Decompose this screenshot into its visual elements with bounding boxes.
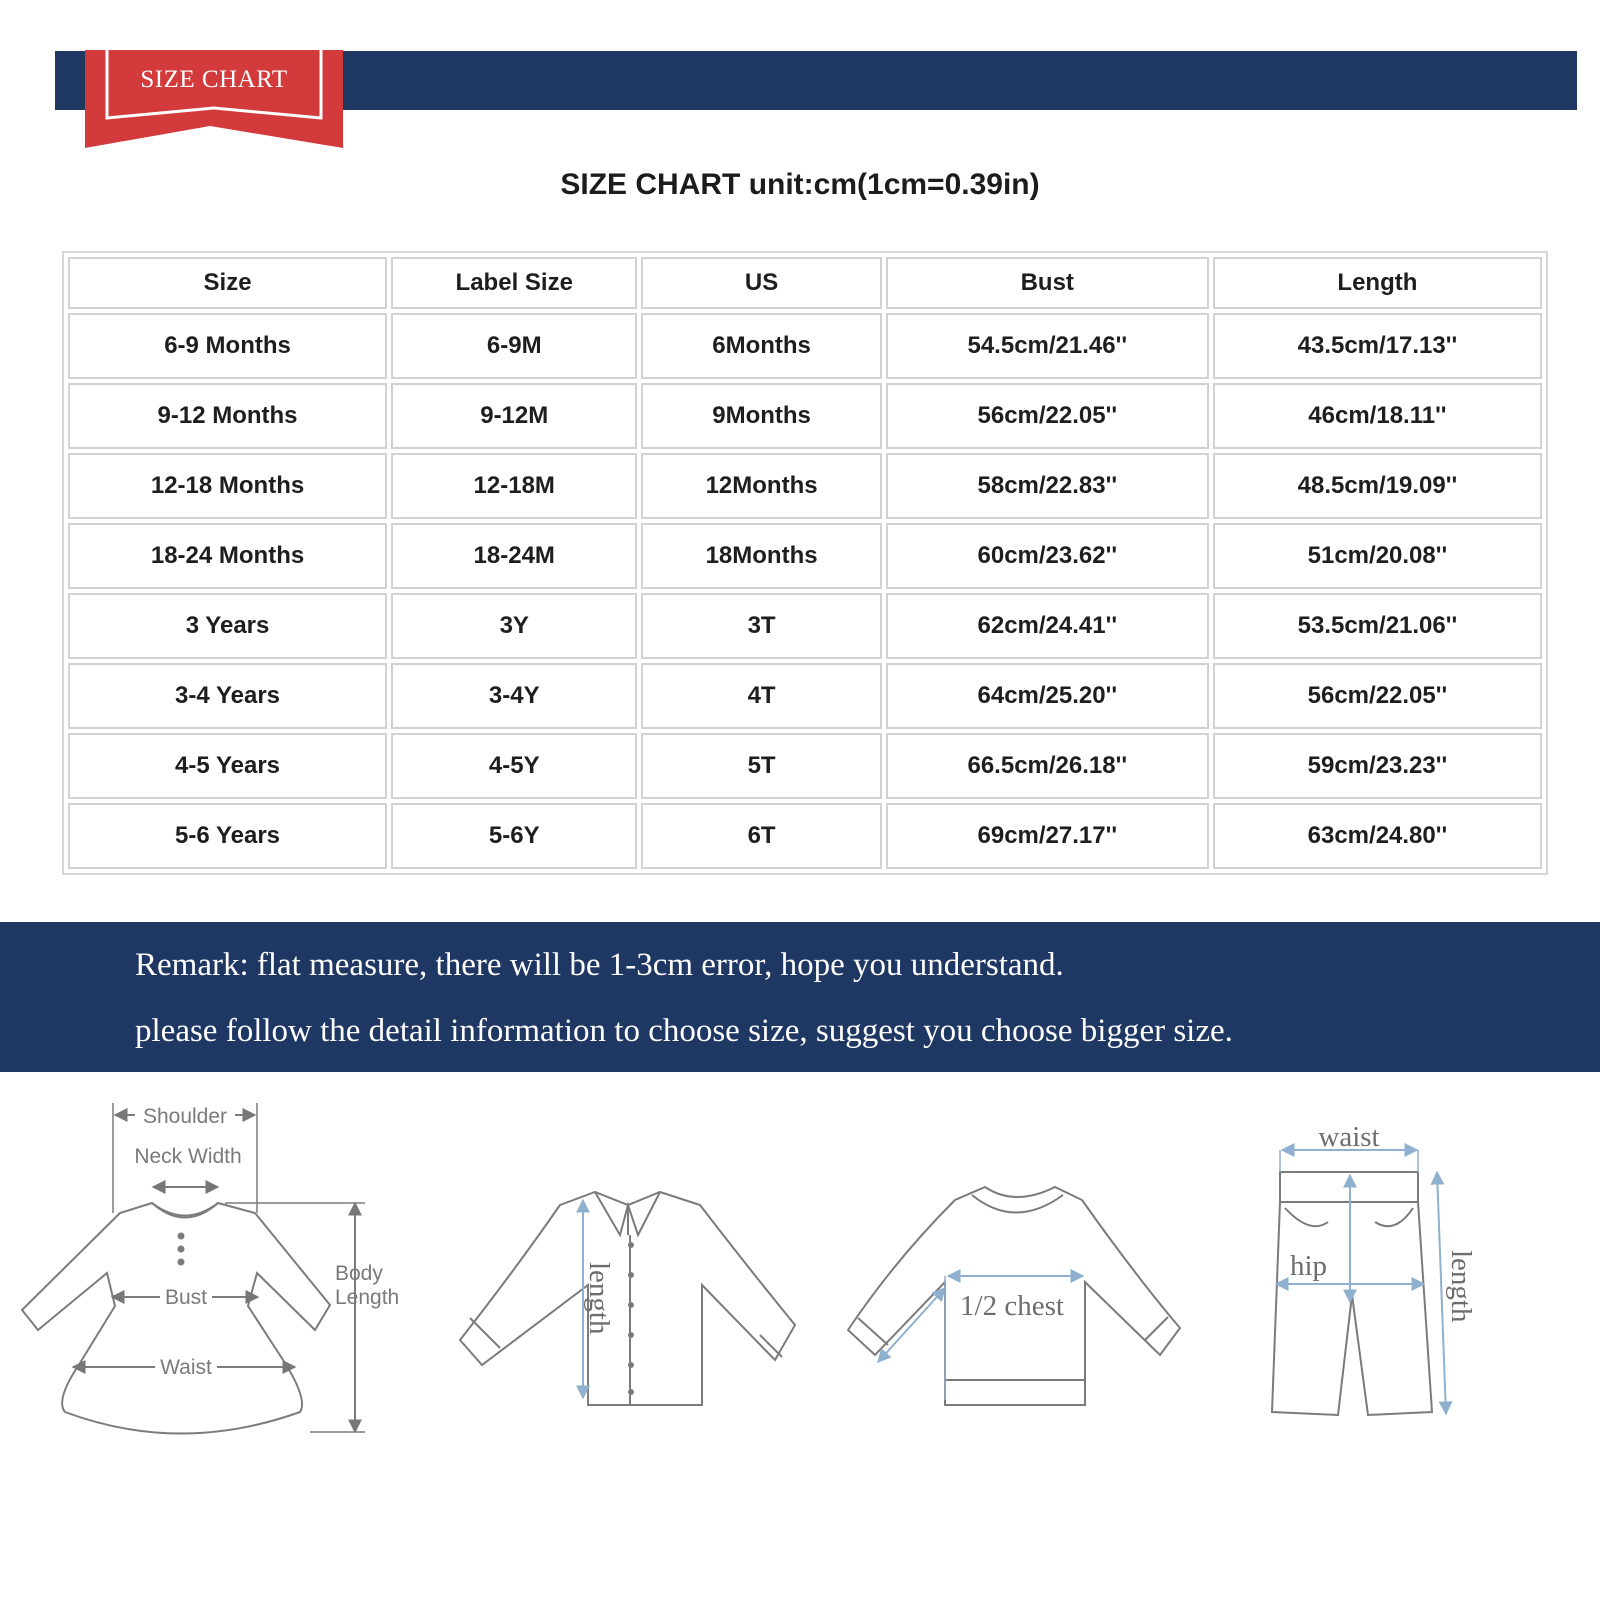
cell-label-size: 9-12M	[391, 383, 637, 449]
table-row	[68, 733, 1542, 799]
cell-bust: 66.5cm/26.18''	[886, 733, 1209, 799]
cell-length: 51cm/20.08''	[1213, 523, 1542, 589]
pants-diagram	[1272, 1172, 1432, 1415]
dress-waist-label: Waist	[160, 1356, 212, 1379]
pants-length-arrow	[1437, 1172, 1446, 1414]
header-length: Length	[1213, 257, 1542, 309]
table-row	[68, 313, 1542, 379]
cell-bust: 60cm/23.62''	[886, 523, 1209, 589]
cell-bust: 56cm/22.05''	[886, 383, 1209, 449]
sweater-sleeve-arrow	[878, 1288, 945, 1362]
cell-size: 18-24 Months	[68, 523, 387, 589]
cell-bust: 58cm/22.83''	[886, 453, 1209, 519]
cell-size: 6-9 Months	[68, 313, 387, 379]
dress-body-label: Body	[335, 1262, 383, 1285]
dress-bust-label: Bust	[164, 1286, 208, 1309]
size-chart-banner	[85, 50, 343, 150]
header-us: US	[641, 257, 881, 309]
table-row	[68, 523, 1542, 589]
cell-size: 4-5 Years	[68, 733, 387, 799]
remark-banner	[0, 922, 1600, 1072]
cell-size: 5-6 Years	[68, 803, 387, 869]
cell-label-size: 5-6Y	[391, 803, 637, 869]
cell-us: 6T	[641, 803, 881, 869]
cell-label-size: 6-9M	[391, 313, 637, 379]
cell-label-size: 12-18M	[391, 453, 637, 519]
cell-size: 9-12 Months	[68, 383, 387, 449]
cell-us: 5T	[641, 733, 881, 799]
table-row	[68, 453, 1542, 519]
cell-us: 4T	[641, 663, 881, 729]
sweater-chest-label: 1/2 chest	[960, 1290, 1064, 1322]
pants-hip-label: hip	[1290, 1250, 1328, 1282]
cell-size: 3 Years	[68, 593, 387, 659]
cell-us: 9Months	[641, 383, 881, 449]
banner-label: SIZE CHART	[140, 66, 288, 93]
table-row	[68, 663, 1542, 729]
cell-bust: 62cm/24.41''	[886, 593, 1209, 659]
cell-length: 43.5cm/17.13''	[1213, 313, 1542, 379]
cell-us: 6Months	[641, 313, 881, 379]
cell-us: 12Months	[641, 453, 881, 519]
cell-length: 48.5cm/19.09''	[1213, 453, 1542, 519]
shirt-diagram	[460, 1192, 795, 1405]
table-row	[68, 593, 1542, 659]
pants-length-label: length	[1445, 1250, 1477, 1323]
cell-bust: 54.5cm/21.46''	[886, 313, 1209, 379]
cell-label-size: 18-24M	[391, 523, 637, 589]
cell-length: 56cm/22.05''	[1213, 663, 1542, 729]
table-header-row	[68, 257, 1542, 309]
table-row	[68, 383, 1542, 449]
header-label-size: Label Size	[391, 257, 637, 309]
shirt-length-label: length	[583, 1262, 615, 1335]
cell-label-size: 3-4Y	[391, 663, 637, 729]
dress-shoulder-label: Shoulder	[142, 1105, 228, 1128]
measurement-diagrams	[0, 1090, 1600, 1470]
cell-bust: 64cm/25.20''	[886, 663, 1209, 729]
cell-length: 46cm/18.11''	[1213, 383, 1542, 449]
header-size: Size	[68, 257, 387, 309]
cell-us: 18Months	[641, 523, 881, 589]
cell-bust: 69cm/27.17''	[886, 803, 1209, 869]
dress-neck-width-label: Neck Width	[134, 1145, 242, 1168]
chart-title: SIZE CHART unit:cm(1cm=0.39in)	[560, 168, 1040, 201]
cell-size: 12-18 Months	[68, 453, 387, 519]
cell-label-size: 4-5Y	[391, 733, 637, 799]
cell-length: 63cm/24.80''	[1213, 803, 1542, 869]
header-bust: Bust	[886, 257, 1209, 309]
dress-length-label: Length	[335, 1286, 400, 1309]
pants-waist-label: waist	[1318, 1121, 1380, 1153]
cell-length: 59cm/23.23''	[1213, 733, 1542, 799]
cell-size: 3-4 Years	[68, 663, 387, 729]
cell-length: 53.5cm/21.06''	[1213, 593, 1542, 659]
table-row	[68, 803, 1542, 869]
cell-label-size: 3Y	[391, 593, 637, 659]
cell-us: 3T	[641, 593, 881, 659]
remark-line-1: Remark: flat measure, there will be 1-3cm error, hope you understand.	[135, 947, 1064, 983]
size-table	[62, 251, 1548, 875]
remark-line-2: please follow the detail information to choose size, suggest you choose bigger size.	[135, 1013, 1233, 1049]
